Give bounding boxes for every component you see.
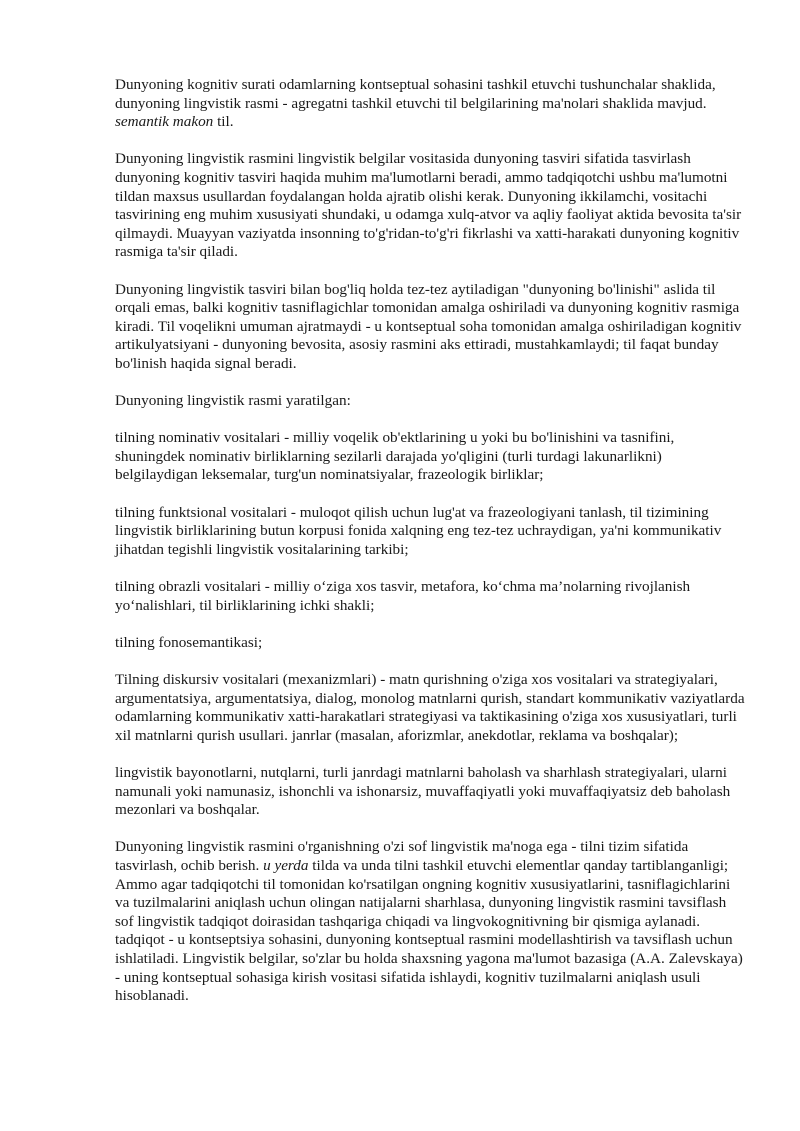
italic-term: u yerda [263,856,309,874]
paragraph-text: Dunyoning kognitiv surati odamlarning kontseptual sohasini tashkil etuvchi tushunchalar shaklida, dunyoning lingvistik rasmi - agregatni tashkil etuvchi til belgilarining ma'nolari shaklida mavjud. [115,76,716,112]
paragraph-text: tilning fonosemantikasi; [115,633,263,651]
paragraph-text: tilda va unda tilni tashkil etuvchi elementlar qanday tartiblanganligi; Ammo agar tadqiqotchi til tomonidan ko'rsatilgan ongning kognitiv xususiyatlarini, tasniflagichlarini va tuzilmalarini aniqlash uchun olingan natijalarni sharhlasa, dunyoning lingvistik rasmini tavsiflash sof lingvistik tadqiqot doirasidan tashqariga chiqadi va lingvokognitivning bir qismiga aylanadi. tadqiqot - u kontseptsiya sohasini, dunyoning kontseptual rasmini modellashtirish va tavsiflash uchun ishlatiladi. Lingvistik belgilar, so'zlar bu holda shaxsning yagona ma'lumot bazasiga (A.A. Zalevskaya) - uning kontseptual sohasiga kirish vositasi sifatida ishlaydi, kognitiv tuzilmalarni aniqlash usuli hisoblanadi. [115,856,743,1005]
paragraph-8 [115,634,745,653]
paragraph-text: lingvistik bayonotlarni, nutqlarni, turli janrdagi matnlarni baholash va sharhlash strategiyalari, ularni namunali yoki namunasiz, ishonchli va ishonarsiz, muvaffaqiyatli yoki muvaffaqiyatsiz deb baholash mezonlari va boshqalar. [115,763,731,819]
paragraph-text: Dunyoning lingvistik rasmi yaratilgan: [115,392,351,410]
paragraph-text: tilning nominativ vositalari - milliy voqelik ob'ektlarining u yoki bu bo'linishini va tasnifini, shuningdek nominativ birliklarning sezilarli darajada yo'qligini (turli turdagi lakunarlikni) belgilaydigan leksemalar, turg'un nominatsiyalar, frazeologik birliklar; [115,429,675,484]
paragraph-5 [115,429,745,485]
paragraph-7 [115,578,745,615]
paragraph-text: Dunyoning lingvistik rasmini o'rganishning o'zi sof lingvistik ma'noga ega - tilni tizim sifatida tasvirlash, ochib berish. [115,838,689,874]
paragraph-3 [115,281,745,374]
paragraph-4 [115,392,745,411]
document-page [115,76,745,1024]
paragraph-text: Dunyoning lingvistik tasviri bilan bog'liq holda tez-tez aytiladigan "dunyoning bo'linishi" aslida til orqali emas, balki kognitiv tasniflagichlar tomonidan amalga oshiriladi va dunyoning kognitiv rasmiga kiradi. Til voqelikni umuman ajratmaydi - u kontseptual soha tomonidan amalga oshiriladigan kognitiv artikulyatsiyani - dunyoning bevosita, asosiy rasmini aks ettiradi, mustahkamlaydi; til faqat bunday bo'linish haqida signal beradi. [115,280,742,372]
paragraph-text: til. [213,113,234,131]
paragraph-text: tilning funktsional vositalari - muloqot qilish uchun lug'at va frazeologiyani tanlash, til tizimining lingvistik birliklarining butun korpusi fonida xalqning eng tez-tez uchraydigan, ya'ni kommunikativ jihatdan tegishli lingvistik vositalarining tarkibi; [115,503,722,558]
paragraph-9 [115,671,745,745]
paragraph-2 [115,150,745,262]
paragraph-6 [115,504,745,560]
paragraph-1 [115,76,745,132]
paragraph-11 [115,838,745,1005]
italic-term: semantik makon [115,113,214,131]
paragraph-text: Dunyoning lingvistik rasmini lingvistik belgilar vositasida dunyoning tasviri sifatida tasvirlash dunyoning kognitiv tasviri haqida muhim ma'lumotlarni beradi, ammo tadqiqotchi ushbu ma'lumotni tildan maxsus usullardan foydalangan holda ajratib olishi kerak. Dunyoning ikkilamchi, vositachi tasvirining eng muhim xususiyati shundaki, u odamga xulq-atvor va aqliy faoliyat aktida bevosita ta'sir qilmaydi. Muayyan vaziyatda insonning to'g'ridan-to'g'ri fikrlashi va xatti-harakati dunyoning kognitiv rasmiga ta'sir qiladi. [115,150,742,261]
paragraph-10 [115,764,745,820]
paragraph-text: Tilning diskursiv vositalari (mexanizmlari) - matn qurishning o'ziga xos vositalari va strategiyalari, argumentatsiya, argumentatsiya, dialog, monolog matnlarni qurish, standart kommunikativ vaziyatlarda odamlarning kommunikativ xatti-harakatlari strategiyasi va taktikasining o'ziga xos xususiyatlari, turli xil matnlarni qurish usullari. janrlar (masalan, aforizmlar, anekdotlar, reklama va boshqalar); [115,671,745,744]
paragraph-text: tilning obrazli vositalari - milliy o‘ziga xos tasvir, metafora, ko‘chma ma’nolarning rivojlanish yo‘nalishlari, til birliklarining ichki shakli; [115,578,691,614]
